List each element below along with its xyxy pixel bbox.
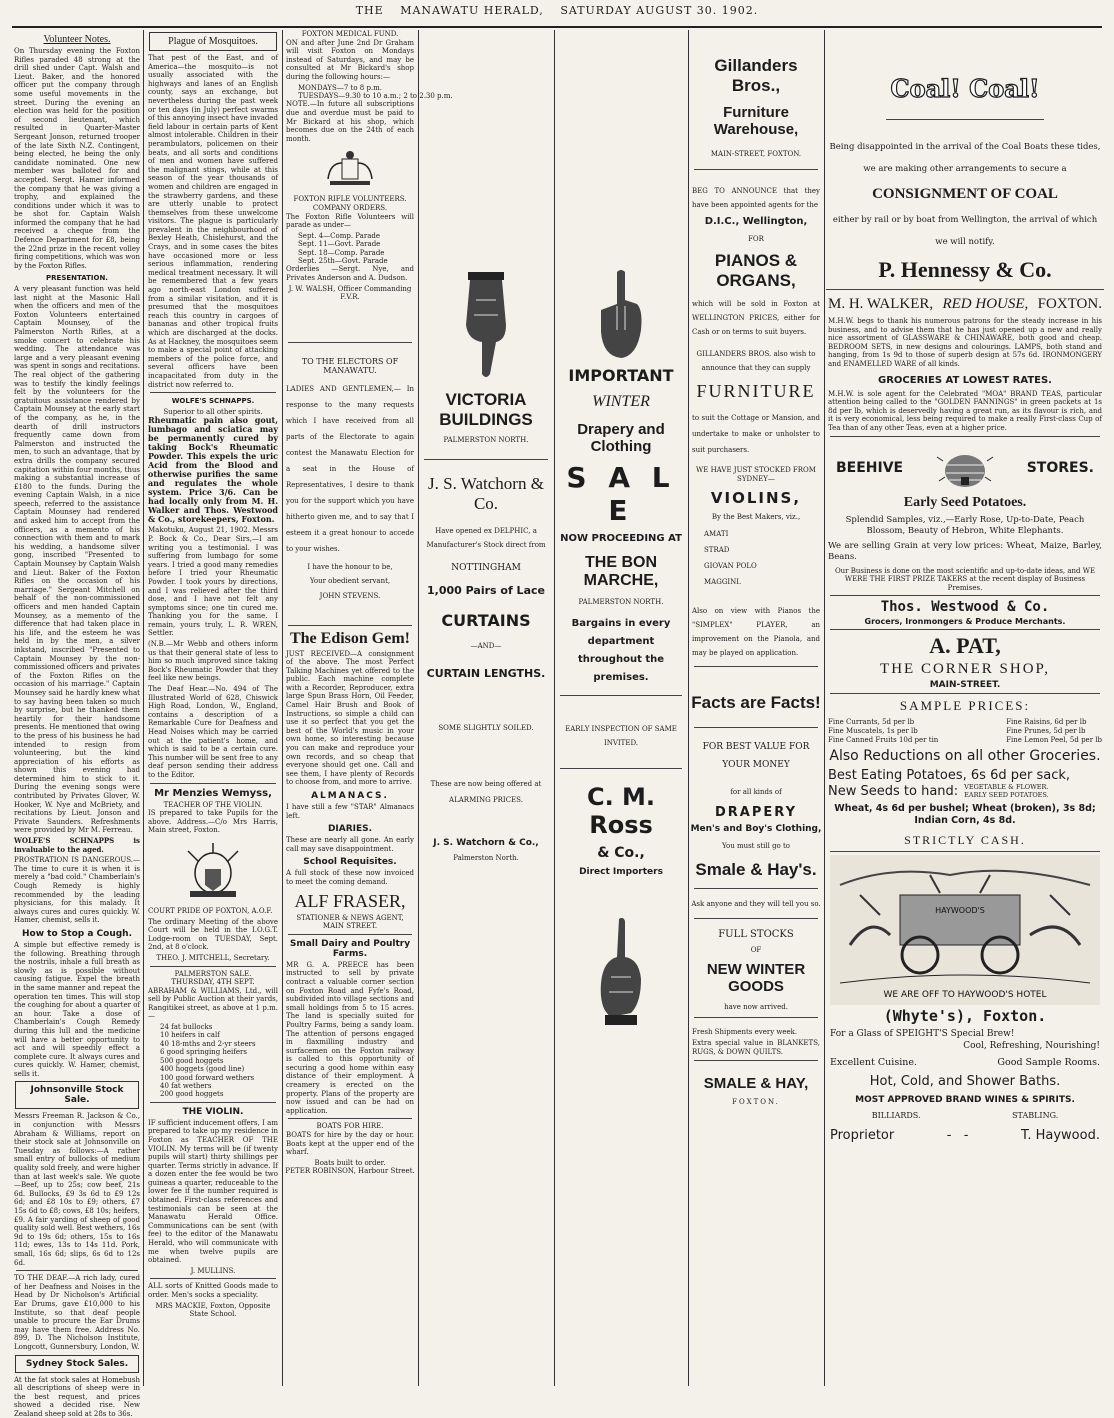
school-text: A full stock of these now invoiced to meet the coming demand. <box>286 869 414 886</box>
medical-note: NOTE.—In future all subscriptions due and overdue must be paid to Mr Bickard at his shop, which becomes due on the 24th of each month. <box>286 100 414 143</box>
list-item: Sept. 11—Govt. Parade <box>298 240 412 248</box>
victoria-palmerston: PALMERSTON NORTH. <box>420 436 552 445</box>
letter-text: Makotuku, August 21, 1902. Messrs P. Bock & Co., Dear Sirs,—I am writing you a testimonial. I was suffering from lumbago for some years. I tried a good many remedies before I tried your Rheumatic Powder. I took yours by directions, and I was relieved after the third dose, and I have not felt any symptoms since; one tin cured me. Thanking you for the same. I remain, yours truly, L. R. WREN, Settler. <box>148 526 278 638</box>
beehive-word: BEEHIVE <box>836 460 903 476</box>
lace-pairs: 1,000 Pairs of Lace <box>420 584 552 597</box>
stocked-text: WE HAVE JUST STOCKED FROM SYDNEY— <box>690 466 822 483</box>
masthead <box>0 4 1114 26</box>
strictly-cash: STRICTLY CASH. <box>826 833 1104 848</box>
moa-text: M.H.W. is sole agent for the Celebrated "MOA" BRAND TEAS, particular attention being called to the "GOLDEN FANNINGS" in green packets at 1s 8d per lb, which is deservedly having a great run, as its flavour is rich, and it is very economical, less being required to make a really First-class Cup of Tea than of any other Teas, even at a higher price. <box>828 390 1102 433</box>
also-text: GILLANDERS BROS. also wish to announce that they can supply <box>692 347 820 375</box>
list-item: Sept. 25th—Govt. Parade <box>298 257 412 265</box>
walker-name: M. H. WALKER, <box>828 296 933 313</box>
sold-text: which will be sold in Foxton at WELLINGTON PRICES, either for Cash or on terms to suit buyers. <box>692 297 820 339</box>
coach-caption: WE ARE OFF TO HAYWOOD'S HOTEL <box>884 990 1047 1000</box>
have-opened: Have opened ex DELPHIC, a Manufacturer's Stock direct from <box>422 524 550 552</box>
court-sign: THEO. J. MITCHELL, Secretary. <box>146 954 280 963</box>
watchorn-name: J. S. Watchorn & Co. <box>420 474 552 514</box>
watchorn-signoff: J. S. Watchorn & Co., <box>420 838 552 848</box>
list-item: AMATI <box>704 526 818 542</box>
alf-title: ALF FRASER, <box>284 891 416 912</box>
boats-sign: PETER ROBINSON, Harbour Street. <box>284 1167 416 1176</box>
nb-text: (N.B.—Mr Webb and others inform us that their general state of less to him so much improved since taking Bock's Rheumatic Powder that they feel like new beings. <box>148 640 278 683</box>
price-item: Fine Lemon Peel, 5d per lb <box>1006 736 1102 745</box>
sale-heading: S A L E <box>556 461 686 527</box>
deaf-hear-text: The Deaf Hear.—No. 494 of The Illustrated World of 628, Chiswick High Road, London, W., England, contains a description of a Remarkable Cure for Deafness and Head Noises which may be carried out at the patient's home, and which is said to be a certain cure. This number will be sent free to any deaf person sending their address to the Editor. <box>148 685 278 780</box>
boats-built: Boats built to order. <box>284 1159 416 1168</box>
new-winter-goods: NEW WINTER GOODS <box>690 961 822 995</box>
electors-text: LADIES AND GENTLEMEN,— In response to the many requests which I have received from all parts of the Electorate to again contest the Manawatu Election for a seat in the House of Representatives, I desire to thank you for the support which you have hitherto given me, and to say that I esteem it a great honour to accede to your wishes. <box>286 381 414 557</box>
mens-clothing: Men's and Boy's Clothing, <box>690 824 822 834</box>
violin-sign: J. MULLINS. <box>146 1267 280 1276</box>
list-item: 10 heifers in calf <box>160 1031 276 1039</box>
electors-close: I have the honour to be, <box>284 563 416 572</box>
speight-text: For a Glass of SPEIGHT'S Special Brew! <box>830 1029 1100 1039</box>
extra-value: Extra special value in BLANKETS, RUGS, & DOWN QUILTS. <box>692 1039 820 1056</box>
masthead-name: MANAWATU HERALD, <box>394 4 550 17</box>
reductions-text: Also Reductions on all other Groceries. <box>826 748 1104 764</box>
walker-text: M.H.W. begs to thank his numerous patrons for the steady increase in his business, and to advise them that he has just opened up a new and really nice assortment of GLASSWARE & CHINAWARE, both good and cheap. BEDROOM SETS, in new designs and colourings. LAMPS, both stand and hanging, from 1s 9d to those of superb design at 57s 6d. IRONMONGERY and ENAMELLED WARE of all kinds. <box>828 317 1102 369</box>
of-label: OF <box>690 946 822 955</box>
rifle-title: FOXTON RIFLE VOLUNTEERS. <box>284 195 416 204</box>
list-item: MAGGINI. <box>704 574 818 590</box>
volunteer-title: Volunteer Notes. <box>12 34 142 45</box>
corner-shop: THE CORNER SHOP, <box>826 661 1104 678</box>
pointing-hand-down-icon <box>456 270 516 380</box>
price-column-left <box>828 718 938 744</box>
presentation-text: A very pleasant function was held last night at the Masonic Hall when the officers and men of the Foxton Volunteers entertained Captain Mounsey, of the Palmerston North Rifles, at a smoke concert to celebrate his wedding. The attendance was large and a very pleasant evening was spent in songs and recitations. The real object of the gathering was to testify the kindly feelings felt by the volunteers for the gratuitous assistance rendered by Captain Mounsey at the early start of the company, as he, in the dearth of drill instructors frequently came down from Palmerston and instructed the men, to such an advantage, that by extra drills the company secured capitation within four months, thus making a substantial increase of £180 to the funds. During the evening Captain Walsh, in a nice speech, referred to the assistance Captain Mounsey had rendered and asked him to accept from the officers, as a memento of his connection with them and to mark his wedding, a handsome silver gong, inscribed "Presented to Captain Mounsey by Captain Walsh and Lieut. Baker of the Foxton Rifles on the occasion of his marriage." Sergeant Mitchell on behalf of the non-commissioned officers and men handed Captain Mounsey, as a memento of the difference that had taken place in his life, and the esteem he was held in by the men, a silver inkstand, inscribed "Presented to Captain Mounsey by the non-commissioned officers and privates of the Foxton Rifles on the occasion of his marriage." Captain Mounsey said he hardly knew what to say having been taken so much by surprise, but he thanked them heartily for their handsome presents. He mentioned that owing to the press of his business he had intended to resign from volunteering, but the kind appreciation of his efforts as shown this evening had determined him to stick to it. During the evening songs were contributed by Privates Glover, W. Hooker, W. Nye and McBriety, and recitations by Lieut. Jonson and Private Saunders. Refreshments were provided by Mr M. Ferreau. <box>14 285 140 835</box>
important-heading: IMPORTANT <box>556 366 686 385</box>
billiards-row <box>826 1111 1104 1120</box>
medical-title: FOXTON MEDICAL FUND. <box>284 30 416 39</box>
westwood-name: Thos. Westwood & Co. <box>826 599 1104 615</box>
rifle-sign: J. W. WALSH, Officer Commanding F.V.R. <box>284 285 416 302</box>
dic-wellington: D.I.C., Wellington, <box>690 216 822 227</box>
rifle-orderlies: Orderlies —Sergt. Nye, and Privates Anderson and A. Dudson. <box>286 265 414 282</box>
best-potatoes: Best Eating Potatoes, 6s 6d per sack, <box>828 768 1102 784</box>
deaf-text: TO THE DEAF.—A rich lady, cured of her Deafness and Noises in the Head by Dr Nicholson's Artificial Ear Drums, gave £10,000 to his Institute, so that deaf people unable to procure the Ear Drums may have them free. Address No. 899, D. The Nicholson Institute, Longcott, Gunnersbury, London, W. <box>14 1274 140 1351</box>
proprietor-name: T. Haywood. <box>1021 1128 1100 1143</box>
masthead-the: THE <box>350 4 390 17</box>
list-item: MONDAYS—7 to 8 p.m. <box>298 84 412 92</box>
plague-text: That pest of the East, and of America—the mosquito—is not usually associated with the highways and lanes of an English county, says an exchange, but nevertheless during the past week or ten days (in July) perfect swarms of this annoying insect have invaded field labour in certain parts of Kent almost intolerable. Children in their perambulators, policemen on their beats, and all sorts and conditions of men and women have suffered the malignant stings, while at this season of the year thousands of women and children are engaged in the strawberry gardens, and these are utterly unable to protect themselves from these unwelcome visitors. The plague is particularly prevalent in the neighbourhood of Bexley Heath, Chislehurst, and the Crays, and in some cases the bites have occasioned more or less serious inflammation, rendering medical treatment necessary. It will be remembered that a few years ago north-east London suffered from a similar visitation, and it is presumed that the mosquitoes reach this country in cargoes of bananas and other tropical fruits which are discharged at the docks. As at Hackney, the mosquitoes seem to make a special point of attacking members of the police force, and several officers have been incapacitated from duty in the district now referred to. <box>148 54 278 389</box>
presentation-title: PRESENTATION. <box>12 274 142 283</box>
slightly-soiled: SOME SLIGHTLY SOILED. <box>420 724 552 733</box>
column-divider <box>824 30 825 1386</box>
palmerston-date: THURSDAY, 4TH SEPT. <box>146 978 280 987</box>
pointing-hand-up-icon <box>591 917 651 1027</box>
list-item: 24 fat bullocks <box>160 1023 276 1031</box>
for-label: FOR <box>690 235 822 244</box>
prostration-text: PROSTRATION IS DANGEROUS.—The time to cure it is when it is merely a "bad cold." Chamberlain's Cough Remedy is highly recommended by the leading physicians, for this malady. It always cures and cures quickly. W. Hamer, chemist, sells it. <box>14 856 140 925</box>
column-divider <box>282 30 283 1386</box>
list-item: Sept. 4—Comp. Parade <box>298 232 412 240</box>
business-text: Our Business is done on the most scientific and up-to-date ideas, and WE WERE THE FIRST PRIZE TAKERS at the recent display of Business Premises. <box>828 567 1102 593</box>
list-item: GIOVAN POLO <box>704 558 818 574</box>
column-1 <box>12 30 142 1386</box>
palmerston-sale: PALMERSTON SALE. <box>146 970 280 979</box>
full-stocks: FULL STOCKS <box>690 929 822 940</box>
makers-text: By the Best Makers, viz., <box>690 513 822 522</box>
royal-arms-icon <box>320 149 380 189</box>
smale-hays: Smale & Hay's. <box>690 860 822 880</box>
wolfes-title: WOLFE'S SCHNAPPS. <box>146 397 280 406</box>
diaries-text: These are nearly all gone. An early call may save disappointment. <box>286 836 414 853</box>
bargains-text: Bargains in every department throughout the premises. <box>556 615 686 687</box>
edison-title: The Edison Gem! <box>284 630 416 648</box>
johnsonville-text: Messrs Freeman R. Jackson & Co., in conjunction with Messrs Abraham & Williams, report on their stock sale at Johnsonville on Tuesday as follows:—A rather small entry of bullocks of medium quality sold freely, and were higher than at last week's sale. We quote—Beef, up to 25s; cow beef, 21s 6d. Bullocks, £9 3s 6d to £9 12s 6d; and £8 10s to £9; others, £7 15s 6d to £8; cows, £8 10s; heifers, £9. A fair yarding of sheep of good quality sold well. Best wethers, 16s 9d to 19s 6d; others, 15s to 16s 11d; ewes, 13s to 14s 11d. Pork, small, 16s 6d; slips, 6s 6d to 12s 6d. <box>14 1112 140 1267</box>
electors-sv: Your obedient servant, <box>284 577 416 586</box>
and-divider: —AND— <box>420 642 552 651</box>
knitted-text: ALL sorts of Knitted Goods made to order. Men's socks a speciality. <box>148 1282 278 1299</box>
price-item: Fine Prunes, 5d per lb <box>1006 727 1102 736</box>
beehive-banner <box>836 447 1094 489</box>
groceries-heading: GROCERIES AT LOWEST RATES. <box>826 375 1104 386</box>
sydney-text: At the fat stock sales at Homebush all descriptions of sheep were in the best request, and prices showed a decided rise. New Zealand sheep sold at 28s to 36s. <box>14 1376 140 1418</box>
column-divider <box>418 30 419 1386</box>
wolfes-note: WOLFE'S SCHNAPPS is invaluable to the aged. <box>14 837 140 854</box>
electors-sign: JOHN STEVENS. <box>284 592 416 601</box>
list-item: 100 good forward wethers <box>160 1074 276 1082</box>
court-body: The ordinary Meeting of the above Court will be held in the I.O.G.T. Lodge-room on TUESDAY, Sept. 2nd, at 8 o'clock. <box>148 918 278 952</box>
seed-potatoes: Early Seed Potatoes. <box>826 495 1104 511</box>
parade-list <box>298 232 412 266</box>
veg-flower: VEGETABLE & FLOWER. <box>964 784 1049 792</box>
list-item: STRAD <box>704 542 818 558</box>
curtains-heading: CURTAINS <box>420 611 552 630</box>
masthead-date: SATURDAY AUGUST 30. 1902. <box>554 4 764 17</box>
menzies-title: Mr Menzies Wemyss, <box>146 788 280 799</box>
electors-title: TO THE ELECTORS OF MANAWATU. <box>286 357 414 375</box>
watchorn-palmerston: Palmerston North. <box>420 854 552 863</box>
cuisine: Excellent Cuisine. <box>830 1057 917 1068</box>
plague-title: Plague of Mosquitoes. <box>152 36 274 47</box>
pianos-organs: PIANOS & ORGANS, <box>690 251 822 291</box>
drapery-heading: DRAPERY <box>690 805 822 820</box>
school-title: School Requisites. <box>284 857 416 867</box>
winter-heading: WINTER <box>556 393 686 411</box>
court-title: COURT PRIDE OF FOXTON, A.O.F. <box>148 907 278 916</box>
column-5 <box>556 30 686 1386</box>
drapery-clothing: Drapery and Clothing <box>556 421 686 455</box>
walker-red-house: RED HOUSE, <box>942 296 1028 313</box>
rheumatic-text: Rheumatic pain also gout, lumbago and sciatica may be permanently cured by taking Bock's Rheumatic Powder. This expels the uric Acid from the Blood and otherwise purifies the same and regulates the whole system. Price 3/6. Can be had locally only from M. H. Walker and Thos. Westwood & Co., storekeepers, Foxton. <box>148 416 278 524</box>
suit-text: to suit the Cottage or Mansion, and undertake to make or unholster to suit purchasers. <box>692 410 820 458</box>
whytes-foxton: (Whyte's), Foxton. <box>826 1007 1104 1025</box>
dairy-title: Small Dairy and Poultry Farms. <box>284 939 416 959</box>
price-item: Fine Canned Fruits 10d per tin <box>828 736 938 745</box>
knitted-sign: MRS MACKIE, Foxton, Opposite State School. <box>146 1302 280 1319</box>
foresters-crest-icon <box>178 841 248 901</box>
violin-text: IF sufficient inducement offers, I am prepared to take up my residence in Foxton as TEACHER OF THE VIOLIN. My terms will be (if twenty pupils will start) thirty shillings per quarter. Terms strictly in advance. If a dozen enter the fee would be two guineas a quarter, reduceable to the lower fee if the number required is obtained. First-class references and testimonials can be seen at the Manawatu Herald Office. Communications can be sent (with fee) to the editor of the Manawatu Herald, who will communicate with me when twelve pupils are obtained. <box>148 1119 278 1265</box>
rifle-text: The Foxton Rifle Volunteers will parade as under— <box>286 213 414 230</box>
baths-text: Hot, Cold, and Shower Baths. <box>826 1074 1104 1089</box>
new-seeds-row <box>828 784 1102 799</box>
pat-main-street: MAIN-STREET. <box>826 680 1104 690</box>
column-6 <box>690 30 822 1386</box>
boats-text: BOATS for hire by the day or hour. Boats kept at the upper end of the wharf. <box>286 1131 414 1157</box>
menzies-text: IS prepared to take Pupils for the above. Address.—C/o Mrs Harris, Main street, Foxton. <box>148 809 278 835</box>
proprietor-row <box>830 1128 1100 1143</box>
volunteer-text: On Thursday evening the Foxton Rifles paraded 48 strong at the drill shed under Capt. Walsh and Lieut. Baker, and the honored officer put the company through some useful movements in the street. During the evening an election was held for the position of second lieutenant, which resulted in Quarter-Master Sergeant Jonson, returned trooper of the late Sixth N.Z. Contingent, being elected, he being the only candidate nominated. One new member was balloted for and accepted. Sergt. Hamer informed the company that he was giving a trophy, and explained the conditions under which it was to be shot for. Captain Walsh informed the company that he had received a cheque from the Defence Department for £8, being the 22nd prize in the recent volley firing competitions, which was won by the Foxton Rifles. <box>14 47 140 270</box>
cm-ross: C. M. Ross <box>556 783 686 839</box>
alarming-prices: These are now being offered at ALARMING PRICES. <box>422 776 550 808</box>
stabling: STABLING. <box>1012 1111 1058 1120</box>
wines-text: MOST APPROVED BRAND WINES & SPIRITS. <box>826 1095 1104 1105</box>
best-value: FOR BEST VALUE FOR YOUR MONEY <box>690 738 822 774</box>
announce-text: BEG TO ANNOUNCE that they have been appointed agents for the <box>692 184 820 212</box>
price-list <box>828 718 1102 744</box>
price-column-right <box>1006 718 1102 744</box>
alf-addr: MAIN STREET. <box>284 922 416 931</box>
medical-hours <box>298 84 412 101</box>
palmerston-text: ABRAHAM & WILLIAMS, Ltd., will sell by Public Auction at their yards, Rangitikei street, as above at 1 p.m.— <box>148 987 278 1021</box>
bon-palmerston: PALMERSTON NORTH. <box>556 598 686 607</box>
list-item: 500 good hoggets <box>160 1057 276 1065</box>
almanacs-text: I have still a few "STAR" Almanacs left. <box>286 803 414 820</box>
arrived-text: have now arrived. <box>690 1003 822 1012</box>
stock-list <box>160 1023 276 1099</box>
violin-title: THE VIOLIN. <box>146 1107 280 1117</box>
facts-heading: Facts are Facts! <box>690 693 822 713</box>
wolfes-sub: Superior to all other spirits. <box>146 408 280 417</box>
inspection-text: EARLY INSPECTION OF SAME INVITED. <box>556 722 686 750</box>
proceeding-at: NOW PROCEEDING AT <box>556 533 686 544</box>
nottingham: NOTTINGHAM <box>420 564 552 573</box>
sydney-title: Sydney Stock Sales. <box>18 1359 136 1369</box>
smale-hay-signoff: SMALE & HAY, <box>690 1075 822 1092</box>
rifle-sub: COMPANY ORDERS. <box>284 204 416 213</box>
new-seeds: New Seeds to hand: <box>828 784 958 799</box>
grocers-line: Grocers, Ironmongers & Produce Merchants. <box>826 617 1104 626</box>
direct-importers: Direct Importers <box>556 867 686 877</box>
column-divider <box>143 30 144 1386</box>
sample-prices: SAMPLE PRICES: <box>826 698 1104 714</box>
furniture-heading: FURNITURE <box>690 381 822 402</box>
walker-banner <box>828 296 1102 313</box>
edison-text: JUST RECEIVED—A consignment of the above. The most Perfect Talking Machines yet offered to the public. Each machine complete with a Recorder, Reproducer, extra large Spun Brass Horn, Oil Feeder, Camel Hair Brush and Book of Instructions, so simple a child can use it so perfect that you get the best of the World's music in your own home, so interesting because you can make and reproduce your own records, and so cheap that everyone should get one. Call and see them, I have plenty of Records to choose from, and more to arrive. <box>286 650 414 788</box>
fresh-shipments: Fresh Shipments every week. <box>692 1028 820 1037</box>
list-item: 400 hoggets (good line) <box>160 1065 276 1073</box>
column-divider <box>554 30 555 1386</box>
consignment-heading: CONSIGNMENT OF COAL <box>826 186 1104 203</box>
hennessy-heading: P. Hennessy & Co. <box>826 257 1104 283</box>
proprietor-dashes: - - <box>947 1128 969 1143</box>
hotel-amenities <box>830 1057 1100 1068</box>
pianola-text: Also on view with Pianos the "SIMPLEX" PLAYER, an improvement on the Pianola, and may be played on application. <box>692 604 820 660</box>
a-pat: A. PAT, <box>826 633 1104 659</box>
pointing-hand-icon <box>591 270 651 360</box>
column-3 <box>284 30 416 1386</box>
price-item: Fine Currants, 5d per lb <box>828 718 938 727</box>
almanacs-title: ALMANACS. <box>284 791 416 801</box>
bon-marche: THE BON MARCHE, <box>556 554 686 590</box>
victoria-buildings: VICTORIA BUILDINGS <box>420 390 552 430</box>
wheat-prices: Wheat, 4s 6d per bushel; Wheat (broken), 3s 8d; Indian Corn, 4s 8d. <box>826 803 1104 827</box>
coach-sign: HAYWOOD'S <box>935 906 985 915</box>
price-item: Fine Muscatels, 1s per lb <box>828 727 938 736</box>
menzies-sub: TEACHER OF THE VIOLIN. <box>146 801 280 810</box>
hotel-coach-illustration <box>830 855 1100 1005</box>
curtain-lengths: CURTAIN LENGTHS. <box>420 667 552 680</box>
billiards: BILLIARDS. <box>872 1111 921 1120</box>
alf-sub: STATIONER & NEWS AGENT, <box>284 914 416 923</box>
ross-co: & Co., <box>556 845 686 861</box>
seeds-detail <box>964 784 1049 799</box>
coal-heading: Coal! Coal! <box>826 74 1104 103</box>
cough-title: How to Stop a Cough. <box>12 929 142 939</box>
medical-text: ON and after June 2nd Dr Graham will visit Foxton on Mondays instead of Saturdays, and may be consulted at Mr Bickard's shop during the following hours:— <box>286 39 414 82</box>
walker-foxton: FOXTON. <box>1038 296 1102 313</box>
still-go: You must still go to <box>690 842 822 851</box>
column-7 <box>826 30 1104 1386</box>
proprietor-label: Proprietor <box>830 1128 894 1143</box>
stores-word: STORES. <box>1027 460 1094 476</box>
diaries-title: DIARIES. <box>284 824 416 834</box>
furniture-warehouse: Furniture Warehouse, <box>690 104 822 138</box>
list-item: 200 good hoggets <box>160 1090 276 1098</box>
list-item: 40 fat wethers <box>160 1082 276 1090</box>
coal-text: Being disappointed in the arrival of the Coal Boats these tides, we are making other arrangements to secure a <box>828 136 1102 180</box>
column-divider <box>688 30 689 1386</box>
splendid-text: Splendid Samples, viz.,—Early Rose, Up-to-Date, Peach Blossom, Beauty of Hebron, White Elephants. <box>828 515 1102 537</box>
price-item: Fine Raisins, 6d per lb <box>1006 718 1102 727</box>
list-item: Sept. 18—Comp. Parade <box>298 249 412 257</box>
column-2 <box>146 30 280 1386</box>
ask-anyone: Ask anyone and they will tell you so. <box>690 899 822 910</box>
list-item: TUESDAYS—9.30 to 10 a.m.; 2 to 2.30 p.m. <box>298 92 412 100</box>
masthead-rule <box>12 26 1102 28</box>
grain-text: We are selling Grain at very low prices: Wheat, Maize, Barley, Beans. <box>828 541 1102 563</box>
column-4 <box>420 30 552 1386</box>
smale-foxton: FOXTON. <box>690 1098 822 1107</box>
makers-list <box>704 526 818 590</box>
boats-title: BOATS FOR HIRE. <box>284 1122 416 1131</box>
gillanders-name: Gillanders Bros., <box>690 56 822 96</box>
early-seed: EARLY SEED POTATOES. <box>964 792 1049 800</box>
for-all-kinds: for all kinds of <box>690 788 822 797</box>
sample-rooms: Good Sample Rooms. <box>997 1057 1100 1068</box>
dairy-text: MR G. A. PREECE has been instructed to sell by private contract a valuable corner section on Foxton Road and Fyfe's Road, subdivided into village sections and small holdings from 5 to 15 acres. The land is specially suited for Poultry Farms, being a sandy loam. The attention of persons engaged in flaxmilling industry and surfacemen on the Foxton railway is called to this opportunity of securing a good home within easy distance of their employment. A creamery is erected on the property. Plans of the property are now issued and can be had on application. <box>286 961 414 1116</box>
violins-heading: VIOLINS, <box>690 489 822 507</box>
johnsonville-title: Johnsonville Stock Sale. <box>18 1085 136 1105</box>
cough-text: A simple but effective remedy is the following. Breathing through the nostrils, inhale a full breath as slowly as is possible without causing fatigue. Expel the breath in the same manner and repeat the operation ten times. This will stop the coughing for about a quarter of an hour. Take a dose of Chamberlain's Cough Remedy during this lull and the medicine will have a better opportunity to act and will speedily effect a complete cure. It always cures and cures quickly. W. Hamer, chemist, sells it. <box>14 941 140 1079</box>
list-item: 6 good springing heifers <box>160 1048 276 1056</box>
gillanders-address: MAIN-STREET, FOXTON. <box>690 150 822 159</box>
cool-text: Cool, Refreshing, Nourishing! <box>830 1041 1100 1051</box>
coal-arrival: either by rail or by boat from Wellington, the arrival of which we will notify. <box>828 209 1102 253</box>
beehive-icon <box>935 447 995 489</box>
list-item: 40 18-mths and 2-yr steers <box>160 1040 276 1048</box>
